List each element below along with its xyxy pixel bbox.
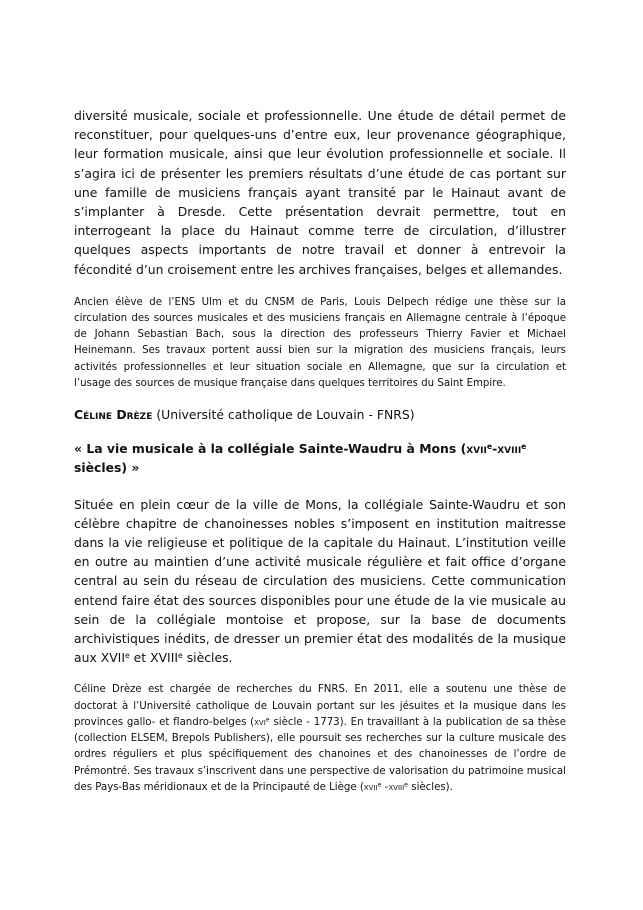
- bio-text-part-1: Céline Drèze est chargée de recherches du FNRS. En 2011, elle a soutenu une thèse de doctorat à l’Université catholique de Louvain portant sur les jésuites et la musique dans les provinces gallo- et flandro-belges (: [74, 684, 566, 728]
- speaker-heading: [74, 405, 566, 424]
- bio-dash: -: [381, 781, 389, 793]
- abstract-text-main: Située en plein cœur de la ville de Mons, la collégiale Sainte-Waudru et son célèbre chapitre de chanoinesses nobles s’imposent en institution maitresse dans la vie religieuse et politique de la capitale du Hainaut. L’institution veille en outre au maintien d’une activité musicale régulière et fait office d’organe central au sein du réseau de circulation des musiciens. Cette communication entend faire état des sources disponibles pour une étude de la vie musicale au sein de la collégiale montoise et propose, sur la base de documents archivistiques inédits, de dresser un premier état des modalités de la musique aux XVII: [74, 496, 566, 666]
- speaker-biography-delpech: Ancien élève de l’ENS Ulm et du CNSM de Paris, Louis Delpech rédige une thèse sur la circulation des sources musicales et des musiciens français en Allemagne centrale à l’époque de Johann Sebastian Bach, sous la direction des professeurs Thierry Favier et Michael Heinemann. Ses travaux portent aussi bien sur la migration des musiciens français, leurs activités professionnelles et leur situation sociale en Allemagne, que sur la circulation et l’usage des sources de musique française dans quelques territoires du Saint Empire.: [74, 296, 566, 389]
- talk-title-century-2: xviii: [497, 441, 522, 457]
- bio-text-part-2: siècle - 1773). En travaillant à la publication de sa thèse (collection ELSEM, Brepols Publishers), elle poursuit ses recherches sur la culture musicale des ordres réguliers et plus spécifiquement des chanoines et des chanoinesses de l’ordre de Prémontré. Ses travaux s’inscrivent dans une perspective de valorisation du patrimoine musical des Pays-Bas méridionaux et de la Principauté de Liège (: [74, 716, 566, 793]
- abstract-text-mid: et XVIII: [129, 650, 179, 666]
- speaker-name: Céline Drèze: [74, 407, 153, 423]
- talk-title-suffix: siècles) »: [74, 460, 140, 476]
- speaker-biography-dreze: [74, 682, 566, 795]
- bio-sup-1: e: [265, 716, 270, 724]
- bio-century-2: xvii: [363, 781, 378, 793]
- bio-sup-2: e: [377, 781, 382, 789]
- abstract-paragraph-continued: diversité musicale, sociale et professionnelle. Une étude de détail permet de reconstituer, pour quelques-uns d’entre eux, leur provenance géographique, leur formation musicale, ainsi que leur évolution professionnelle et sociale. Il s’agira ici de présenter les premiers résultats d’une étude de cas portant sur une famille de musiciens français ayant transité par le Hainaut avant de s’implanter à Dresde. Cette présentation devrait permettre, tout en interrogeant la place du Hainaut comme terre de circulation, d’illustrer quelques aspects importants de notre travail et donner à entrevoir la fécondité d’un croisement entre les archives françaises, belges et allemandes.: [74, 108, 566, 277]
- bio-sup-3: e: [404, 781, 409, 789]
- bio-text-part-3: siècles).: [408, 781, 453, 793]
- talk-title-sup-1: e: [486, 442, 493, 452]
- document-page: [74, 106, 566, 796]
- talk-title: [74, 439, 566, 477]
- abstract-paragraph: [74, 495, 566, 668]
- bio-century-1: xvi: [254, 716, 266, 728]
- bio-century-3: xviii: [388, 781, 405, 793]
- talk-title-century-1: xvii: [466, 441, 487, 457]
- abstract-sup-2: e: [178, 651, 183, 661]
- abstract-sup-1: e: [125, 651, 130, 661]
- speaker-affiliation: (Université catholique de Louvain - FNRS): [156, 407, 415, 423]
- abstract-text-end: siècles.: [182, 650, 233, 666]
- talk-title-dash: -: [492, 441, 498, 457]
- talk-title-sup-2: e: [521, 442, 527, 452]
- talk-title-prefix: « La vie musicale à la collégiale Sainte-Waudru à Mons (: [74, 441, 467, 457]
